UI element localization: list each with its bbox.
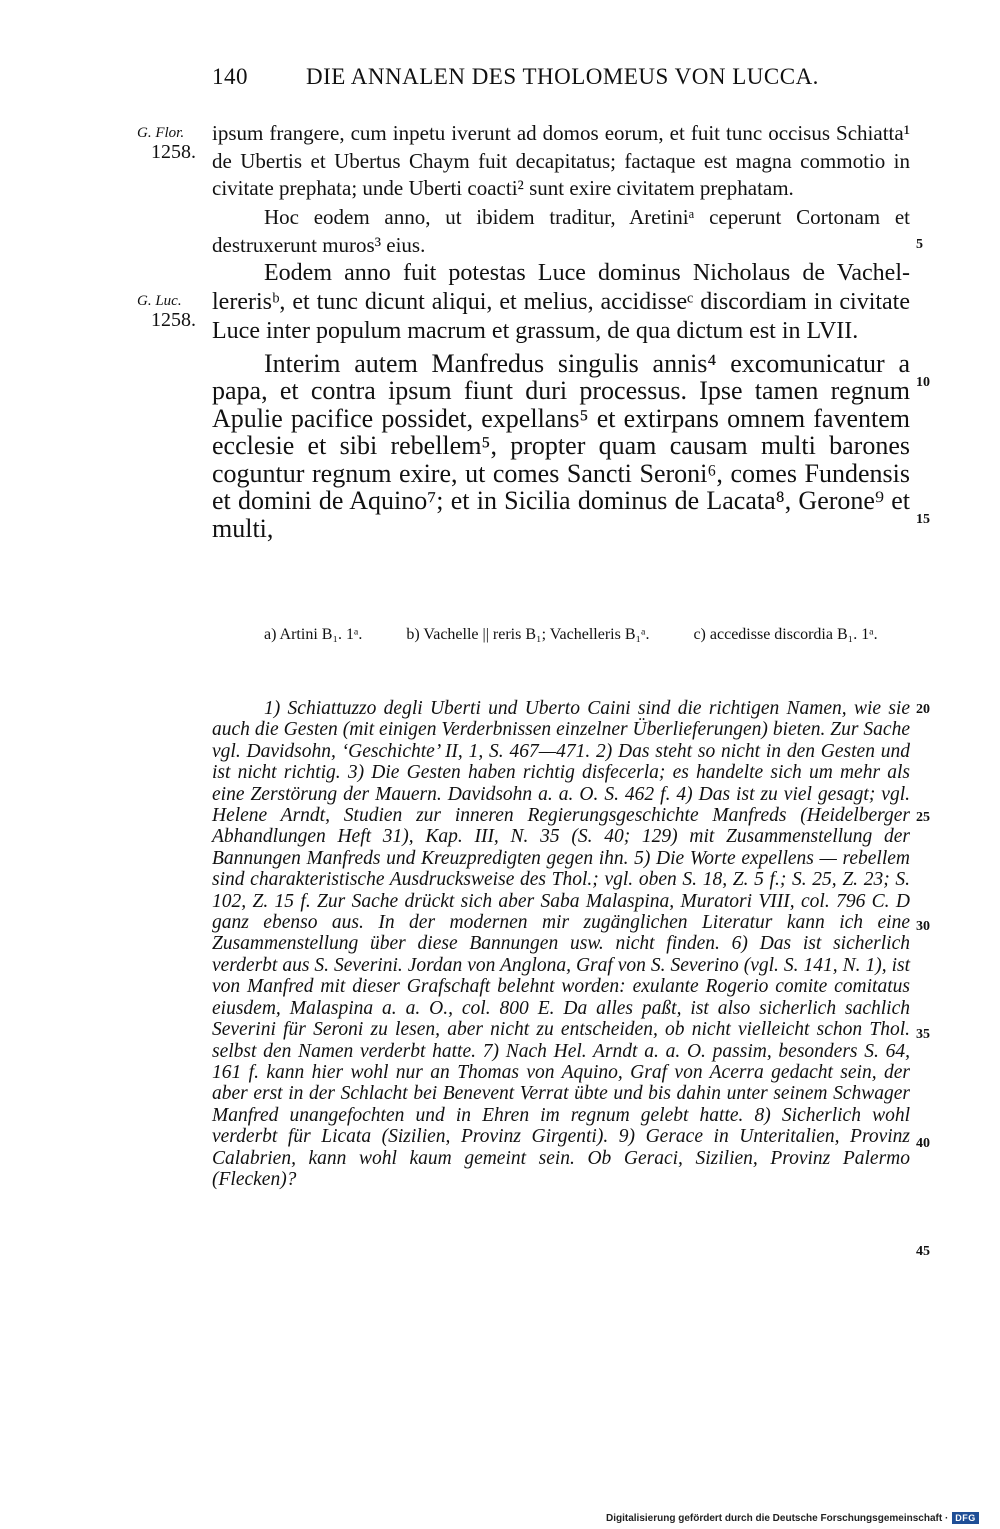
apparatus-note: b) Vachelle || reris B₁; Vachelleris B₁ᵃ. — [406, 626, 650, 643]
main-paragraph: Interim autem Manfredus singulis annis⁴ excomunicatur a papa, et contra ipsum fiunt duri processus. Ipse tamen regnum Apulie pacifice possidet, expellans⁵ et extirpans omnem faventem ecclesie et sibi rebellem⁵, propter quam causam multi barones coguntur regnum exire, ut comes Sancti Seroni⁶, comes Fundensis et domini de Aquino⁷; et in Sicilia dominus de Lacata⁸, Gerone⁹ et multi, — [212, 348, 910, 543]
dfg-logo-icon: DFG — [952, 1512, 979, 1524]
main-paragraph: Hoc eodem anno, ut ibidem traditur, Aretiniᵃ ceperunt Cortonam et destruxerunt muros³ eius. — [212, 204, 910, 257]
margin-note-source: G. Luc. — [137, 293, 182, 309]
line-number: 15 — [916, 512, 930, 527]
apparatus-note: a) Artini B₁. 1ᵃ. — [264, 626, 363, 643]
running-title: DIE ANNALEN DES THOLOMEUS VON LUCCA. — [306, 64, 819, 89]
line-number: 25 — [916, 810, 930, 825]
main-text — [212, 120, 910, 542]
line-number: 5 — [916, 237, 923, 252]
main-paragraph: ipsum frangere, cum inpetu iverunt ad domos eorum, et fuit tunc occisus Schiatta¹ de Ubertis et Ubertus Chaym fuit decapitatus; factaque est magna commotio in civitate prephata; unde Uberti coacti² sunt exire civitatem prephatam. — [212, 121, 910, 200]
line-number: 35 — [916, 1027, 930, 1042]
line-number: 10 — [916, 375, 930, 390]
line-number: 45 — [916, 1244, 930, 1259]
margin-note-year: 1258. — [151, 141, 196, 163]
apparatus-note: c) accedisse discordia B₁. 1ᵃ. — [693, 626, 878, 643]
critical-apparatus — [212, 626, 910, 644]
commentary-notes: 1) Schiattuzzo degli Uberti und Uberto Caini sind die richtigen Namen, wie sie auch die Gesten (mit einigen Verderbnissen einzelner Überlieferungen) bieten. Zur Sache vgl. Davidsohn, ‘Geschichte’ II, 1, S. 467—471. 2) Das steht so nicht in den Gesten und ist nicht richtig. 3) Die Gesten haben richtig disfecerla; es handelte sich um mehr als eine Zerstörung der Mauern. Davidsohn a. a. O. S. 462 f. 4) Das ist zu viel gesagt; vgl. Helene Arndt, Studien zur inneren Regierungsgeschichte Manfreds (Heidelberger Abhandlungen Heft 31), Kap. III, N. 35 (S. 40; 129) mit Zusammenstellung der Bannungen Manfreds und Kreuzpredigten gegen ihn. 5) Die Worte expellens — rebellem sind charakteristische Ausdrucksweise des Thol.; vgl. oben S. 18, Z. 5 f.; S. 25, Z. 23; S. 102, Z. 15 f. Zur Sache drückt sich aber Saba Malaspina, Muratori VIII, col. 796 C. D ganz ebenso aus. In der modernen mir zugänglichen Literatur kann ich eine Zusammenstellung über diese Bannungen usw. nicht finden. 6) Das ist sicherlich verderbt aus S. Severini. Jordan von Anglona, Graf von S. Severino (vgl. S. 141, N. 1), ist von Manfred mit dieser Grafschaft belehnt worden: exulante Rogerio comite comitatus eiusdem, Malaspina a. a. O., col. 800 E. Da alles paßt, ist also sicherlich sachlich Severini für Seroni zu lesen, aber nicht zu entscheiden, ob nicht vielleicht schon Thol. selbst den Namen verderbt hatte. 7) Nach Hel. Arndt a. a. O. passim, besonders S. 64, 161 f. kann hier wohl nur an Thomas von Aquino, Graf von Acerra gedacht sein, der aber erst in der Schlacht bei Benevent Verrat übte und bis dahin unter seinem Schwager Manfred unangefochten und in Ehren im regnum gelebt hatte. 8) Sicherlich wohl verderbt für Licata (Sizilien, Provinz Girgenti). 9) Gerace in Unteritalien, Provinz Calabrien, kann wohl kaum gemeint sein. Ob Geraci, Sizilien, Provinz Palermo (Flecken)? — [212, 698, 910, 1190]
line-number: 20 — [916, 702, 930, 717]
page-number: 140 — [212, 64, 248, 89]
margin-note-year: 1258. — [151, 309, 196, 331]
margin-note-source: G. Flor. — [137, 125, 185, 141]
main-paragraph: Eodem anno fuit potestas Luce dominus Nicholaus de Vachel-lererisᵇ, et tunc dicunt aliqui, et melius, accidisseᶜ discordiam in civitate Luce inter populum macrum et grassum, de qua dictum est in LVII. — [212, 259, 910, 344]
digitization-footer — [606, 1511, 979, 1525]
margin-note-lucca — [137, 292, 212, 330]
line-number: 30 — [916, 919, 930, 934]
footer-text: Digitalisierung gefördert durch die Deutsche Forschungsgemeinschaft · — [606, 1512, 949, 1524]
margin-note-florence — [137, 124, 212, 162]
line-number: 40 — [916, 1136, 930, 1151]
running-head — [212, 64, 910, 96]
